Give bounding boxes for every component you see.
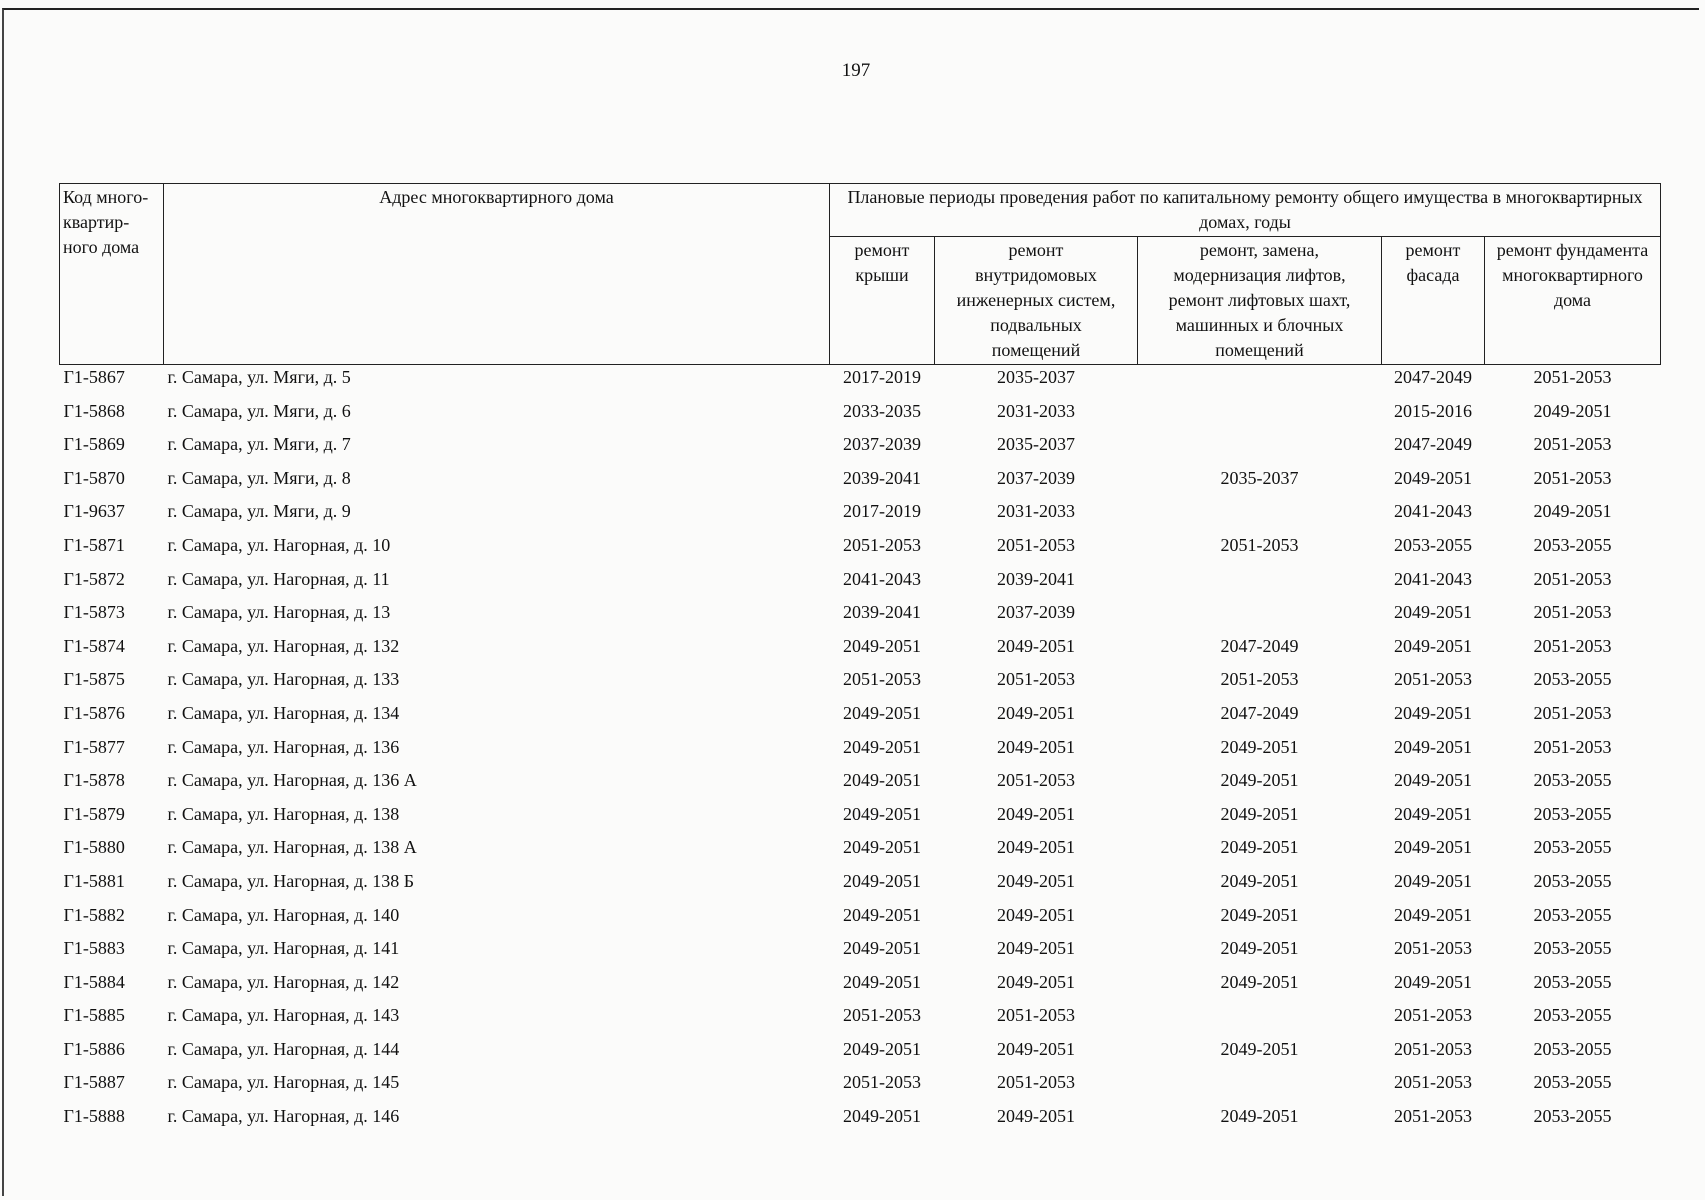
house-code-cell: Г1-5872 (63, 568, 125, 589)
systems-period-cell: 2035-2037 (997, 367, 1075, 387)
house-code-cell: Г1-9637 (63, 501, 125, 522)
lifts-period-cell: 2049-2051 (1220, 770, 1299, 791)
lifts-period-cell: 2049-2051 (1220, 971, 1299, 992)
systems-period-cell: 2051-2053 (997, 1005, 1075, 1026)
roof-period-cell: 2049-2051 (843, 1038, 921, 1059)
lifts-period-cell: 2049-2051 (1220, 870, 1299, 891)
address-cell: г. Самара, ул. Мяги, д. 6 (167, 400, 351, 421)
roof-period-cell: 2049-2051 (843, 702, 921, 723)
lifts-period-cell: 2047-2049 (1220, 635, 1299, 656)
foundation-period-cell: 2051-2053 (1533, 736, 1612, 757)
header-house-code: Код много- квартир- ного дома (60, 184, 164, 365)
facade-period-cell: 2051-2053 (1394, 1005, 1472, 1026)
lifts-period-cell (1138, 600, 1382, 634)
foundation-period-cell: 2053-2055 (1533, 870, 1612, 891)
lifts-period-cell: 2049-2051 (1220, 803, 1299, 824)
roof-period-cell: 2049-2051 (843, 1106, 921, 1127)
address-cell: г. Самара, ул. Мяги, д. 7 (167, 434, 351, 455)
lifts-period-cell: 2049-2051 (1220, 837, 1299, 858)
table-row (60, 869, 1661, 903)
foundation-period-cell: 2049-2051 (1533, 400, 1612, 421)
lifts-period-cell (1138, 567, 1382, 601)
foundation-period-cell: 2053-2055 (1533, 803, 1612, 824)
table-row (60, 567, 1661, 601)
house-code-cell: Г1-5884 (63, 971, 125, 992)
address-cell: г. Самара, ул. Нагорная, д. 143 (167, 1005, 400, 1026)
facade-period-cell: 2049-2051 (1394, 770, 1472, 791)
systems-period-cell: 2049-2051 (997, 870, 1075, 891)
address-cell: г. Самара, ул. Нагорная, д. 146 (167, 1106, 400, 1127)
systems-period-cell: 2037-2039 (997, 602, 1075, 623)
systems-period-cell: 2051-2053 (997, 770, 1075, 791)
header-lifts: ремонт, замена, модернизация лифтов, ремонт лифтовых шахт, машинных и блочных помещений (1138, 237, 1382, 365)
foundation-period-cell: 2051-2053 (1533, 568, 1612, 589)
roof-period-cell: 2017-2019 (843, 367, 921, 387)
address-cell: г. Самара, ул. Нагорная, д. 11 (167, 568, 390, 589)
roof-period-cell: 2049-2051 (843, 736, 921, 757)
address-cell: г. Самара, ул. Нагорная, д. 134 (167, 702, 400, 723)
roof-period-cell: 2049-2051 (843, 803, 921, 824)
systems-period-cell: 2049-2051 (997, 635, 1075, 656)
house-code-cell: Г1-5883 (63, 938, 125, 959)
table-row (60, 701, 1661, 735)
lifts-period-cell: 2035-2037 (1220, 467, 1299, 488)
address-cell: г. Самара, ул. Нагорная, д. 145 (167, 1072, 400, 1093)
roof-period-cell: 2033-2035 (843, 400, 921, 421)
roof-period-cell: 2049-2051 (843, 635, 921, 656)
foundation-period-cell: 2051-2053 (1533, 367, 1612, 387)
lifts-period-cell: 2049-2051 (1220, 938, 1299, 959)
table-row (60, 903, 1661, 937)
address-cell: г. Самара, ул. Мяги, д. 8 (167, 467, 351, 488)
facade-period-cell: 2049-2051 (1394, 602, 1472, 623)
table-row (60, 533, 1661, 567)
roof-period-cell: 2051-2053 (843, 534, 921, 555)
systems-period-cell: 2049-2051 (997, 1106, 1075, 1127)
house-code-cell: Г1-5882 (63, 904, 125, 925)
foundation-period-cell: 2051-2053 (1533, 635, 1612, 656)
address-cell: г. Самара, ул. Мяги, д. 5 (167, 367, 351, 387)
facade-period-cell: 2051-2053 (1394, 669, 1472, 690)
address-cell: г. Самара, ул. Нагорная, д. 138 (167, 803, 400, 824)
address-cell: г. Самара, ул. Нагорная, д. 140 (167, 904, 400, 925)
header-planned-periods: Плановые периоды проведения работ по капитальному ремонту общего имущества в многоквартирных домах, годы (830, 184, 1661, 237)
systems-period-cell: 2049-2051 (997, 971, 1075, 992)
foundation-period-cell: 2051-2053 (1533, 467, 1612, 488)
house-code-cell: Г1-5881 (63, 870, 125, 891)
systems-period-cell: 2039-2041 (997, 568, 1075, 589)
facade-period-cell: 2049-2051 (1394, 702, 1472, 723)
facade-period-cell: 2049-2051 (1394, 971, 1472, 992)
address-cell: г. Самара, ул. Нагорная, д. 136 (167, 736, 400, 757)
lifts-period-cell (1138, 499, 1382, 533)
foundation-period-cell: 2049-2051 (1533, 501, 1612, 522)
house-code-cell: Г1-5877 (63, 736, 125, 757)
address-cell: г. Самара, ул. Нагорная, д. 142 (167, 971, 400, 992)
table-row (60, 835, 1661, 869)
house-code-cell: Г1-5878 (63, 770, 125, 791)
address-cell: г. Самара, ул. Нагорная, д. 141 (167, 938, 400, 959)
table-row (60, 499, 1661, 533)
facade-period-cell: 2049-2051 (1394, 736, 1472, 757)
house-code-cell: Г1-5869 (63, 434, 125, 455)
facade-period-cell: 2049-2051 (1394, 870, 1472, 891)
address-cell: г. Самара, ул. Нагорная, д. 136 А (167, 770, 417, 791)
roof-period-cell: 2051-2053 (843, 669, 921, 690)
house-code-cell: Г1-5887 (63, 1072, 125, 1093)
roof-period-cell: 2049-2051 (843, 938, 921, 959)
systems-period-cell: 2051-2053 (997, 534, 1075, 555)
house-code-cell: Г1-5871 (63, 534, 125, 555)
lifts-period-cell: 2049-2051 (1220, 736, 1299, 757)
house-code-cell: Г1-5879 (63, 803, 125, 824)
repair-schedule-table (59, 183, 1661, 1138)
facade-period-cell: 2051-2053 (1394, 938, 1472, 959)
facade-period-cell: 2051-2053 (1394, 1072, 1472, 1093)
facade-period-cell: 2041-2043 (1394, 568, 1472, 589)
house-code-cell: Г1-5874 (63, 635, 125, 656)
address-cell: г. Самара, ул. Мяги, д. 9 (167, 501, 351, 522)
table-row (60, 1037, 1661, 1071)
systems-period-cell: 2049-2051 (997, 837, 1075, 858)
lifts-period-cell: 2051-2053 (1220, 534, 1299, 555)
facade-period-cell: 2049-2051 (1394, 467, 1472, 488)
lifts-period-cell (1138, 365, 1382, 399)
address-cell: г. Самара, ул. Нагорная, д. 10 (167, 534, 391, 555)
foundation-period-cell: 2053-2055 (1533, 669, 1612, 690)
foundation-period-cell: 2053-2055 (1533, 534, 1612, 555)
address-cell: г. Самара, ул. Нагорная, д. 133 (167, 669, 400, 690)
facade-period-cell: 2047-2049 (1394, 434, 1472, 455)
roof-period-cell: 2049-2051 (843, 904, 921, 925)
foundation-period-cell: 2051-2053 (1533, 702, 1612, 723)
address-cell: г. Самара, ул. Нагорная, д. 132 (167, 635, 400, 656)
systems-period-cell: 2049-2051 (997, 736, 1075, 757)
table-row (60, 802, 1661, 836)
house-code-cell: Г1-5867 (63, 367, 125, 387)
header-roof-repair: ремонт крыши (830, 237, 935, 365)
lifts-period-cell: 2049-2051 (1220, 1038, 1299, 1059)
foundation-period-cell: 2053-2055 (1533, 1072, 1612, 1093)
lifts-period-cell: 2047-2049 (1220, 702, 1299, 723)
house-code-cell: Г1-5880 (63, 837, 125, 858)
lifts-period-cell: 2049-2051 (1220, 904, 1299, 925)
foundation-period-cell: 2051-2053 (1533, 434, 1612, 455)
address-cell: г. Самара, ул. Нагорная, д. 13 (167, 602, 391, 623)
lifts-period-cell (1138, 1003, 1382, 1037)
header-engineering-systems: ремонт внутридомовых инженерных систем, подвальных помещений (935, 237, 1138, 365)
foundation-period-cell: 2053-2055 (1533, 904, 1612, 925)
table-row (60, 1070, 1661, 1104)
address-cell: г. Самара, ул. Нагорная, д. 144 (167, 1038, 400, 1059)
roof-period-cell: 2049-2051 (843, 837, 921, 858)
roof-period-cell: 2017-2019 (843, 501, 921, 522)
systems-period-cell: 2037-2039 (997, 467, 1075, 488)
roof-period-cell: 2049-2051 (843, 770, 921, 791)
address-cell: г. Самара, ул. Нагорная, д. 138 Б (167, 870, 415, 891)
facade-period-cell: 2053-2055 (1394, 534, 1472, 555)
house-code-cell: Г1-5870 (63, 467, 125, 488)
lifts-period-cell: 2049-2051 (1220, 1106, 1299, 1127)
table-row (60, 466, 1661, 500)
table-row (60, 634, 1661, 668)
table-row (60, 399, 1661, 433)
table-row (60, 936, 1661, 970)
table-row (60, 735, 1661, 769)
table-row (60, 1003, 1661, 1037)
lifts-period-cell (1138, 1070, 1382, 1104)
table-header (60, 184, 1661, 365)
systems-period-cell: 2031-2033 (997, 400, 1075, 421)
roof-period-cell: 2039-2041 (843, 467, 921, 488)
foundation-period-cell: 2053-2055 (1533, 1005, 1612, 1026)
table-body (60, 365, 1661, 1138)
table-row (60, 432, 1661, 466)
facade-period-cell: 2049-2051 (1394, 803, 1472, 824)
foundation-period-cell: 2053-2055 (1533, 1038, 1612, 1059)
systems-period-cell: 2049-2051 (997, 1038, 1075, 1059)
foundation-period-cell: 2053-2055 (1533, 938, 1612, 959)
facade-period-cell: 2041-2043 (1394, 501, 1472, 522)
table-row (60, 667, 1661, 701)
house-code-cell: Г1-5888 (63, 1106, 125, 1127)
systems-period-cell: 2049-2051 (997, 803, 1075, 824)
lifts-period-cell: 2051-2053 (1220, 669, 1299, 690)
foundation-period-cell: 2053-2055 (1533, 837, 1612, 858)
systems-period-cell: 2051-2053 (997, 1072, 1075, 1093)
facade-period-cell: 2051-2053 (1394, 1106, 1472, 1127)
foundation-period-cell: 2053-2055 (1533, 971, 1612, 992)
house-code-cell: Г1-5868 (63, 400, 125, 421)
systems-period-cell: 2031-2033 (997, 501, 1075, 522)
roof-period-cell: 2039-2041 (843, 602, 921, 623)
house-code-cell: Г1-5873 (63, 602, 125, 623)
table-row (60, 970, 1661, 1004)
roof-period-cell: 2041-2043 (843, 568, 921, 589)
facade-period-cell: 2047-2049 (1394, 367, 1472, 387)
facade-period-cell: 2051-2053 (1394, 1038, 1472, 1059)
roof-period-cell: 2049-2051 (843, 870, 921, 891)
foundation-period-cell: 2053-2055 (1533, 770, 1612, 791)
foundation-period-cell: 2053-2055 (1533, 1106, 1612, 1127)
foundation-period-cell: 2051-2053 (1533, 602, 1612, 623)
systems-period-cell: 2049-2051 (997, 904, 1075, 925)
header-address: Адрес многоквартирного дома (164, 184, 830, 365)
lifts-period-cell (1138, 432, 1382, 466)
house-code-cell: Г1-5875 (63, 669, 125, 690)
facade-period-cell: 2015-2016 (1394, 400, 1472, 421)
facade-period-cell: 2049-2051 (1394, 635, 1472, 656)
facade-period-cell: 2049-2051 (1394, 837, 1472, 858)
house-code-cell: Г1-5886 (63, 1038, 125, 1059)
table-row (60, 1104, 1661, 1138)
roof-period-cell: 2051-2053 (843, 1005, 921, 1026)
systems-period-cell: 2049-2051 (997, 938, 1075, 959)
header-facade-repair: ремонт фасада (1382, 237, 1485, 365)
table-row (60, 768, 1661, 802)
roof-period-cell: 2037-2039 (843, 434, 921, 455)
roof-period-cell: 2049-2051 (843, 971, 921, 992)
header-foundation-repair: ремонт фундамента многоквартирного дома (1485, 237, 1661, 365)
systems-period-cell: 2049-2051 (997, 702, 1075, 723)
roof-period-cell: 2051-2053 (843, 1072, 921, 1093)
table-row (60, 365, 1661, 399)
lifts-period-cell (1138, 399, 1382, 433)
page-number: 197 (841, 60, 871, 81)
systems-period-cell: 2035-2037 (997, 434, 1075, 455)
house-code-cell: Г1-5885 (63, 1005, 125, 1026)
systems-period-cell: 2051-2053 (997, 669, 1075, 690)
table-row (60, 600, 1661, 634)
facade-period-cell: 2049-2051 (1394, 904, 1472, 925)
house-code-cell: Г1-5876 (63, 702, 125, 723)
address-cell: г. Самара, ул. Нагорная, д. 138 А (167, 837, 417, 858)
